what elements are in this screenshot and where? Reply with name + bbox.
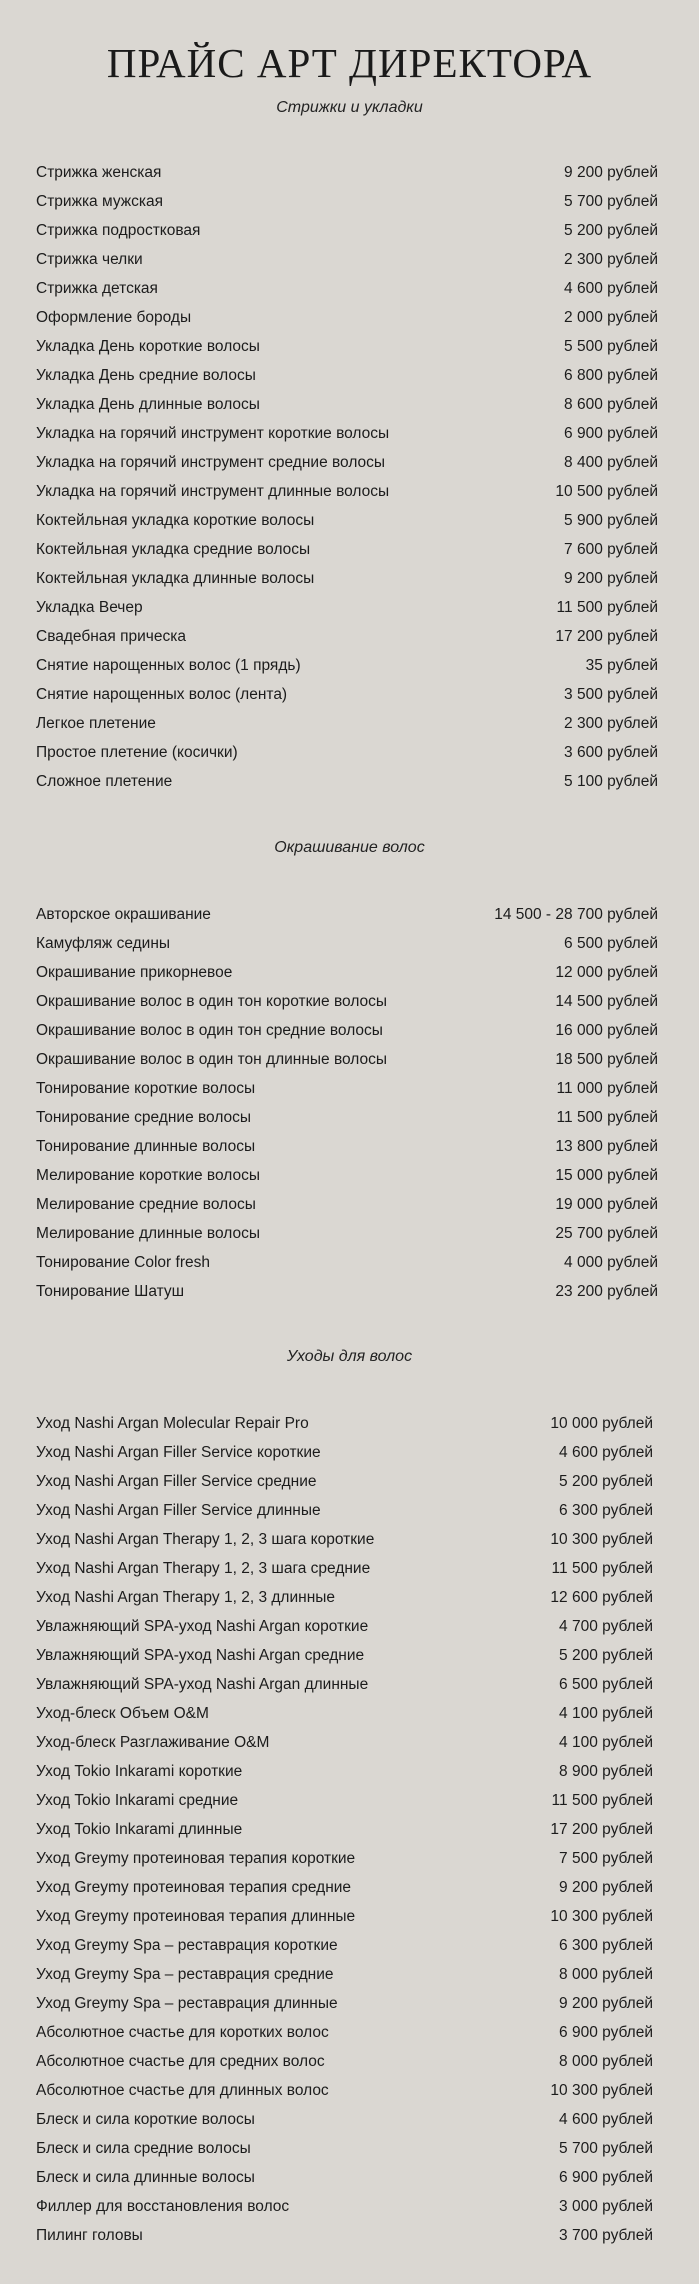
service-price: 10 500 рублей xyxy=(555,482,658,500)
price-row xyxy=(36,709,658,738)
service-name: Оформление бороды xyxy=(36,308,192,326)
service-name: Мелирование короткие волосы xyxy=(36,1166,260,1184)
price-row xyxy=(36,332,658,361)
service-name: Уход Nashi Argan Molecular Repair Pro xyxy=(36,1414,309,1432)
service-name: Свадебная прическа xyxy=(36,627,186,645)
service-price: 5 200 рублей xyxy=(559,1646,653,1664)
service-price: 6 900 рублей xyxy=(559,2168,653,2186)
service-price: 6 900 рублей xyxy=(564,424,658,442)
service-price: 3 700 рублей xyxy=(559,2226,653,2244)
service-price: 7 600 рублей xyxy=(564,540,658,558)
service-name: Уход Greymy Spa – реставрация средние xyxy=(36,1965,334,1983)
service-name: Абсолютное счастье для длинных волос xyxy=(36,2081,329,2099)
service-name: Уход Greymy Spa – реставрация длинные xyxy=(36,1994,338,2012)
service-name: Легкое плетение xyxy=(36,714,156,732)
price-row xyxy=(36,1554,658,1583)
service-price: 14 500 рублей xyxy=(555,992,658,1010)
price-row xyxy=(36,1525,658,1554)
section-title-care: Уходы для волос xyxy=(286,1348,413,1365)
price-row xyxy=(36,2047,658,2076)
service-name: Окрашивание волос в один тон средние волосы xyxy=(36,1021,383,1039)
service-name: Абсолютное счастье для коротких волос xyxy=(36,2023,329,2041)
service-name: Укладка День средние волосы xyxy=(36,366,256,384)
price-row xyxy=(36,2221,658,2250)
price-row xyxy=(36,1844,658,1873)
service-name: Уход Nashi Argan Therapy 1, 2, 3 шага средние xyxy=(36,1559,371,1577)
price-row xyxy=(36,245,658,274)
service-price: 5 700 рублей xyxy=(564,192,658,210)
service-price: 10 300 рублей xyxy=(550,1907,653,1925)
service-price: 6 500 рублей xyxy=(559,1675,653,1693)
price-row xyxy=(36,274,658,303)
price-row xyxy=(36,1409,658,1438)
service-price: 2 000 рублей xyxy=(564,308,658,326)
price-row xyxy=(36,987,658,1016)
service-name: Стрижка женская xyxy=(36,163,162,181)
price-row xyxy=(36,1132,658,1161)
price-row xyxy=(36,1219,658,1248)
service-price: 4 100 рублей xyxy=(559,1733,653,1751)
service-name: Стрижка челки xyxy=(36,250,143,268)
price-row xyxy=(36,1496,658,1525)
price-row xyxy=(36,1728,658,1757)
service-name: Мелирование длинные волосы xyxy=(36,1224,260,1242)
service-price: 8 000 рублей xyxy=(559,2052,653,2070)
price-row xyxy=(36,419,658,448)
service-name: Уход Tokio Inkarami длинные xyxy=(36,1820,243,1838)
price-row xyxy=(36,1699,658,1728)
price-row xyxy=(36,1074,658,1103)
service-price: 35 рублей xyxy=(585,656,658,674)
service-price: 19 000 рублей xyxy=(555,1195,658,1213)
price-row xyxy=(36,506,658,535)
service-price: 6 500 рублей xyxy=(564,934,658,952)
service-price: 17 200 рублей xyxy=(550,1820,653,1838)
price-row xyxy=(36,390,658,419)
service-price: 9 200 рублей xyxy=(559,1994,653,2012)
service-name: Камуфляж седины xyxy=(36,934,171,952)
service-name: Коктейльная укладка короткие волосы xyxy=(36,511,315,529)
service-price: 5 200 рублей xyxy=(564,221,658,239)
service-name: Стрижка детская xyxy=(36,279,158,297)
service-price: 15 000 рублей xyxy=(555,1166,658,1184)
price-row xyxy=(36,593,658,622)
service-name: Блеск и сила длинные волосы xyxy=(36,2168,255,2186)
service-name: Сложное плетение xyxy=(36,772,173,790)
price-row xyxy=(36,1103,658,1132)
service-name: Увлажняющий SPA-уход Nashi Argan короткие xyxy=(36,1617,369,1635)
price-row xyxy=(36,738,658,767)
service-price: 14 500 - 28 700 рублей xyxy=(494,905,658,923)
service-name: Увлажняющий SPA-уход Nashi Argan средние xyxy=(36,1646,365,1664)
service-price: 11 000 рублей xyxy=(556,1079,658,1097)
service-price: 7 500 рублей xyxy=(559,1849,653,1867)
service-name: Снятие нарощенных волос (лента) xyxy=(36,685,288,703)
service-name: Окрашивание волос в один тон длинные волосы xyxy=(36,1050,388,1068)
price-row xyxy=(36,929,658,958)
price-row xyxy=(36,622,658,651)
price-row xyxy=(36,1016,658,1045)
service-price: 6 900 рублей xyxy=(559,2023,653,2041)
service-name: Окрашивание волос в один тон короткие волосы xyxy=(36,992,388,1010)
service-name: Укладка на горячий инструмент средние волосы xyxy=(36,453,386,471)
service-price: 11 500 рублей xyxy=(551,1559,653,1577)
service-price: 4 000 рублей xyxy=(564,1253,658,1271)
service-name: Уход Greymy протеиновая терапия длинные xyxy=(36,1907,356,1925)
price-row xyxy=(36,1815,658,1844)
service-name: Уход Tokio Inkarami средние xyxy=(36,1791,239,1809)
service-name: Коктейльная укладка длинные волосы xyxy=(36,569,315,587)
service-price: 23 200 рублей xyxy=(555,1282,658,1300)
service-price: 11 500 рублей xyxy=(556,598,658,616)
service-name: Тонирование Шатуш xyxy=(36,1282,185,1300)
price-list-coloring xyxy=(36,900,658,1306)
service-price: 8 900 рублей xyxy=(559,1762,653,1780)
service-price: 2 300 рублей xyxy=(564,714,658,732)
price-row xyxy=(36,564,658,593)
service-name: Увлажняющий SPA-уход Nashi Argan длинные xyxy=(36,1675,369,1693)
service-name: Авторское окрашивание xyxy=(36,905,211,923)
service-price: 4 100 рублей xyxy=(559,1704,653,1722)
service-price: 10 000 рублей xyxy=(550,1414,653,1432)
service-name: Уход Greymy Spa – реставрация короткие xyxy=(36,1936,338,1954)
price-row xyxy=(36,1248,658,1277)
service-name: Укладка на горячий инструмент длинные волосы xyxy=(36,482,390,500)
service-name: Уход Nashi Argan Therapy 1, 2, 3 длинные xyxy=(36,1588,336,1606)
price-row xyxy=(36,767,658,796)
price-row xyxy=(36,680,658,709)
price-row xyxy=(36,535,658,564)
service-price: 5 100 рублей xyxy=(564,772,658,790)
price-row xyxy=(36,1757,658,1786)
price-row xyxy=(36,1641,658,1670)
service-name: Коктейльная укладка средние волосы xyxy=(36,540,311,558)
service-price: 6 800 рублей xyxy=(564,366,658,384)
service-name: Мелирование средние волосы xyxy=(36,1195,256,1213)
service-name: Тонирование длинные волосы xyxy=(36,1137,256,1155)
price-list-haircuts xyxy=(36,158,658,796)
price-row xyxy=(36,1045,658,1074)
service-price: 10 300 рублей xyxy=(550,1530,653,1548)
service-price: 4 600 рублей xyxy=(559,2110,653,2128)
service-price: 3 000 рублей xyxy=(559,2197,653,2215)
service-name: Окрашивание прикорневое xyxy=(36,963,233,981)
service-name: Укладка День длинные волосы xyxy=(36,395,260,413)
service-price: 8 600 рублей xyxy=(564,395,658,413)
price-row xyxy=(36,1438,658,1467)
service-name: Простое плетение (косички) xyxy=(36,743,238,761)
price-row xyxy=(36,2134,658,2163)
service-name: Блеск и сила средние волосы xyxy=(36,2139,251,2157)
price-row xyxy=(36,1902,658,1931)
service-price: 8 000 рублей xyxy=(559,1965,653,1983)
service-price: 17 200 рублей xyxy=(555,627,658,645)
service-price: 13 800 рублей xyxy=(555,1137,658,1155)
service-price: 4 600 рублей xyxy=(564,279,658,297)
price-row xyxy=(36,187,658,216)
service-name: Укладка на горячий инструмент короткие волосы xyxy=(36,424,390,442)
price-row xyxy=(36,2076,658,2105)
service-name: Уход Greymy протеиновая терапия короткие xyxy=(36,1849,356,1867)
service-name: Уход Nashi Argan Filler Service длинные xyxy=(36,1501,321,1519)
service-price: 2 300 рублей xyxy=(564,250,658,268)
service-name: Стрижка мужская xyxy=(36,192,163,210)
service-price: 10 300 рублей xyxy=(550,2081,653,2099)
price-row xyxy=(36,2018,658,2047)
price-row xyxy=(36,1931,658,1960)
service-price: 3 600 рублей xyxy=(564,743,658,761)
price-row xyxy=(36,651,658,680)
service-price: 9 200 рублей xyxy=(564,163,658,181)
price-row xyxy=(36,958,658,987)
price-row xyxy=(36,158,658,187)
section-title-coloring: Окрашивание волос xyxy=(274,839,425,856)
service-name: Пилинг головы xyxy=(36,2226,143,2244)
service-name: Укладка День короткие волосы xyxy=(36,337,260,355)
price-row xyxy=(36,361,658,390)
price-row xyxy=(36,1277,658,1306)
service-name: Уход-блеск Разглаживание O&M xyxy=(36,1733,270,1751)
service-price: 3 500 рублей xyxy=(564,685,658,703)
service-name: Укладка Вечер xyxy=(36,598,143,616)
service-price: 4 700 рублей xyxy=(559,1617,653,1635)
service-name: Уход Nashi Argan Filler Service короткие xyxy=(36,1443,321,1461)
price-row xyxy=(36,477,658,506)
price-row xyxy=(36,1989,658,2018)
price-row xyxy=(36,1786,658,1815)
service-price: 5 200 рублей xyxy=(559,1472,653,1490)
price-row xyxy=(36,1612,658,1641)
price-row xyxy=(36,216,658,245)
price-row xyxy=(36,2105,658,2134)
service-price: 9 200 рублей xyxy=(559,1878,653,1896)
service-name: Тонирование короткие волосы xyxy=(36,1079,256,1097)
price-row xyxy=(36,1583,658,1612)
section-title-haircuts: Стрижки и укладки xyxy=(276,99,423,116)
price-row xyxy=(36,303,658,332)
page-title: ПРАЙС АРТ ДИРЕКТОРА xyxy=(106,40,593,86)
service-name: Уход Greymy протеиновая терапия средние xyxy=(36,1878,352,1896)
price-row xyxy=(36,1161,658,1190)
service-price: 16 000 рублей xyxy=(555,1021,658,1039)
service-name: Стрижка подростковая xyxy=(36,221,201,239)
service-name: Снятие нарощенных волос (1 прядь) xyxy=(36,656,301,674)
service-name: Уход-блеск Объем O&M xyxy=(36,1704,209,1722)
price-row xyxy=(36,1873,658,1902)
price-row xyxy=(36,1670,658,1699)
price-row xyxy=(36,1467,658,1496)
service-price: 5 700 рублей xyxy=(559,2139,653,2157)
service-price: 4 600 рублей xyxy=(559,1443,653,1461)
service-name: Филлер для восстановления волос xyxy=(36,2197,290,2215)
service-name: Абсолютное счастье для средних волос xyxy=(36,2052,325,2070)
price-row xyxy=(36,1960,658,1989)
price-row xyxy=(36,900,658,929)
service-name: Блеск и сила короткие волосы xyxy=(36,2110,255,2128)
price-list-care xyxy=(36,1409,658,2250)
service-price: 8 400 рублей xyxy=(564,453,658,471)
service-name: Тонирование средние волосы xyxy=(36,1108,252,1126)
service-name: Уход Nashi Argan Therapy 1, 2, 3 шага короткие xyxy=(36,1530,375,1548)
service-name: Уход Tokio Inkarami короткие xyxy=(36,1762,243,1780)
service-price: 12 600 рублей xyxy=(550,1588,653,1606)
service-price: 9 200 рублей xyxy=(564,569,658,587)
service-price: 11 500 рублей xyxy=(551,1791,653,1809)
service-price: 12 000 рублей xyxy=(555,963,658,981)
service-price: 5 500 рублей xyxy=(564,337,658,355)
service-name: Тонирование Color fresh xyxy=(36,1253,210,1271)
service-price: 6 300 рублей xyxy=(559,1936,653,1954)
service-price: 5 900 рублей xyxy=(564,511,658,529)
price-row xyxy=(36,448,658,477)
service-price: 6 300 рублей xyxy=(559,1501,653,1519)
price-row xyxy=(36,2163,658,2192)
service-price: 18 500 рублей xyxy=(555,1050,658,1068)
price-row xyxy=(36,1190,658,1219)
service-price: 11 500 рублей xyxy=(556,1108,658,1126)
price-row xyxy=(36,2192,658,2221)
service-name: Уход Nashi Argan Filler Service средние xyxy=(36,1472,317,1490)
service-price: 25 700 рублей xyxy=(555,1224,658,1242)
